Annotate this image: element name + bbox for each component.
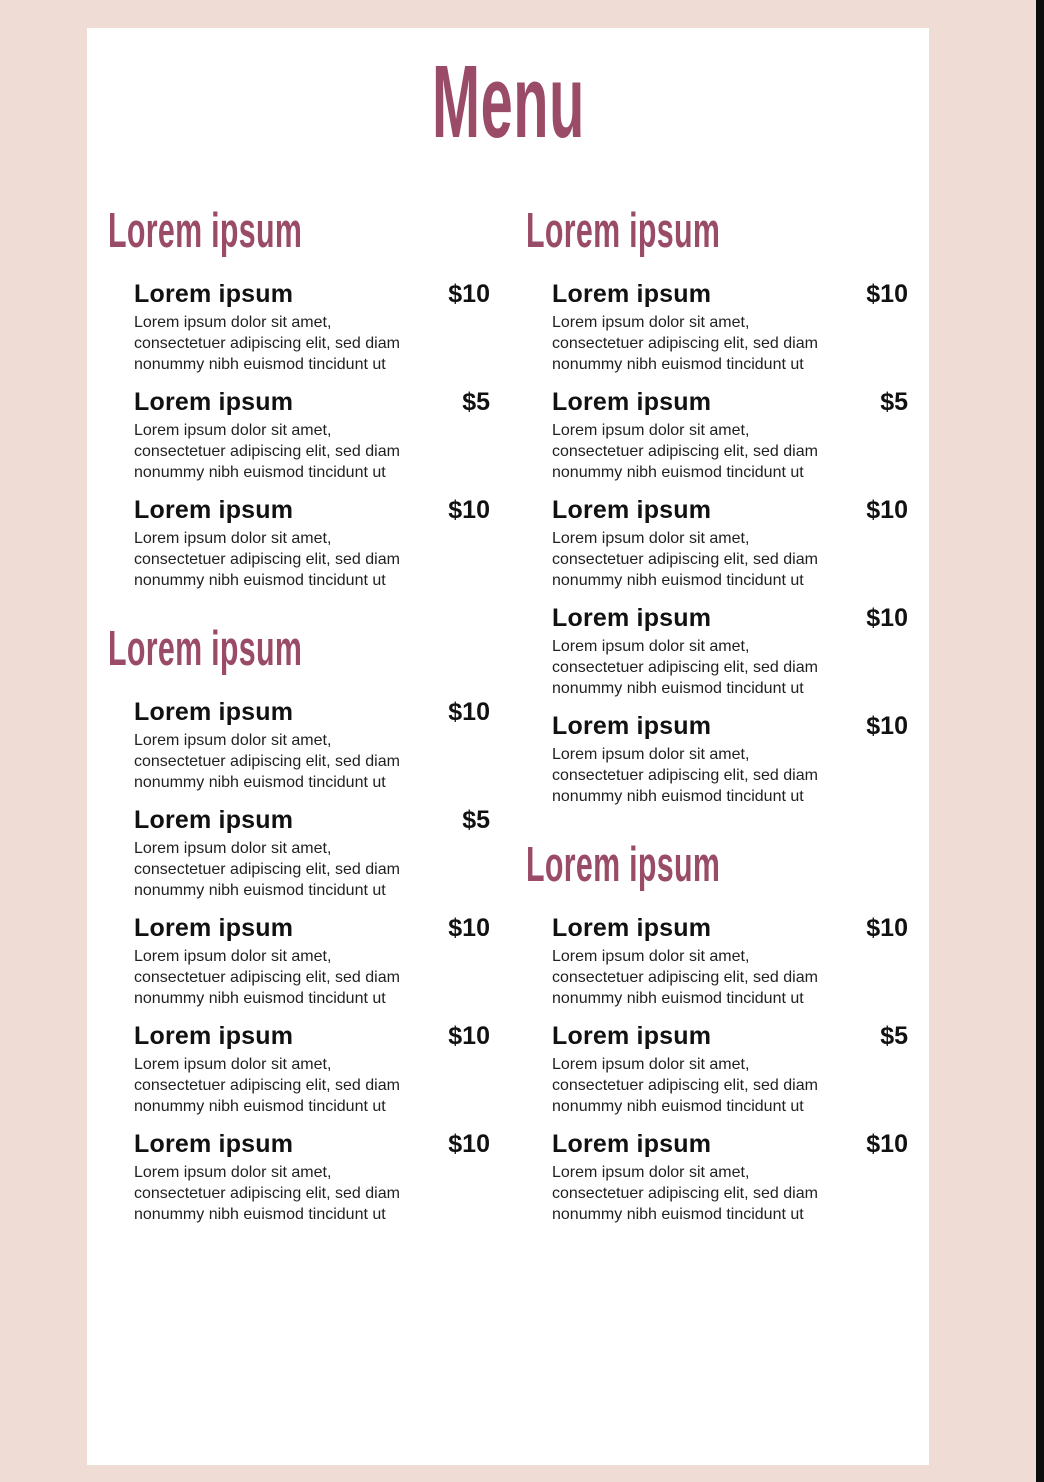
menu-item-row bbox=[134, 1129, 490, 1159]
section-heading-text: Lorem ipsum bbox=[526, 204, 721, 258]
menu-item bbox=[552, 603, 908, 699]
section-items bbox=[526, 279, 908, 807]
item-price: $5 bbox=[880, 387, 908, 416]
menu-item bbox=[552, 711, 908, 807]
item-price: $10 bbox=[448, 913, 490, 942]
menu-item-row bbox=[552, 913, 908, 943]
menu-item-row bbox=[134, 1021, 490, 1051]
menu-item bbox=[134, 805, 490, 901]
section-items bbox=[526, 913, 908, 1225]
menu-column bbox=[526, 205, 908, 1237]
item-name: Lorem ipsum bbox=[552, 387, 712, 416]
item-name: Lorem ipsum bbox=[552, 1021, 712, 1050]
menu-item-row bbox=[552, 1129, 908, 1159]
item-name: Lorem ipsum bbox=[552, 913, 712, 942]
item-name: Lorem ipsum bbox=[134, 387, 294, 416]
menu-item bbox=[552, 279, 908, 375]
menu-item-row bbox=[552, 1021, 908, 1051]
item-description: Lorem ipsum dolor sit amet, consectetuer adipiscing elit, sed diam nonummy nibh euismod tincidunt ut bbox=[134, 1055, 400, 1115]
section-items bbox=[108, 279, 490, 591]
item-description: Lorem ipsum dolor sit amet, consectetuer adipiscing elit, sed diam nonummy nibh euismod tincidunt ut bbox=[134, 731, 400, 791]
item-price: $10 bbox=[448, 279, 490, 308]
item-price: $10 bbox=[448, 697, 490, 726]
item-name: Lorem ipsum bbox=[552, 603, 712, 632]
item-name: Lorem ipsum bbox=[134, 1021, 294, 1050]
menu-item bbox=[552, 1021, 908, 1117]
item-description: Lorem ipsum dolor sit amet, consectetuer adipiscing elit, sed diam nonummy nibh euismod tincidunt ut bbox=[134, 1163, 400, 1223]
menu-item bbox=[134, 495, 490, 591]
menu-item bbox=[134, 387, 490, 483]
menu-item-row bbox=[134, 913, 490, 943]
item-price: $5 bbox=[462, 805, 490, 834]
item-price: $10 bbox=[866, 913, 908, 942]
menu-item-row bbox=[134, 805, 490, 835]
item-price: $10 bbox=[866, 1129, 908, 1158]
item-description: Lorem ipsum dolor sit amet, consectetuer adipiscing elit, sed diam nonummy nibh euismod tincidunt ut bbox=[552, 529, 818, 589]
item-price: $5 bbox=[880, 1021, 908, 1050]
item-description: Lorem ipsum dolor sit amet, consectetuer adipiscing elit, sed diam nonummy nibh euismod tincidunt ut bbox=[552, 421, 818, 481]
menu-item-row bbox=[134, 697, 490, 727]
menu-page bbox=[87, 28, 929, 1465]
item-price: $10 bbox=[866, 495, 908, 524]
item-name: Lorem ipsum bbox=[552, 495, 712, 524]
menu-section bbox=[526, 839, 908, 1225]
menu-item bbox=[134, 697, 490, 793]
menu-item-row bbox=[552, 711, 908, 741]
menu-item-row bbox=[134, 387, 490, 417]
menu-item-row bbox=[552, 495, 908, 525]
item-price: $5 bbox=[462, 387, 490, 416]
item-price: $10 bbox=[448, 1021, 490, 1050]
section-heading bbox=[526, 205, 908, 259]
menu-title bbox=[108, 44, 908, 159]
menu-section bbox=[108, 623, 490, 1225]
item-price: $10 bbox=[866, 711, 908, 740]
section-heading bbox=[108, 205, 490, 259]
item-name: Lorem ipsum bbox=[134, 495, 294, 524]
section-heading-text: Lorem ipsum bbox=[526, 837, 721, 892]
item-name: Lorem ipsum bbox=[552, 1129, 712, 1158]
menu-section bbox=[526, 205, 908, 807]
item-description: Lorem ipsum dolor sit amet, consectetuer adipiscing elit, sed diam nonummy nibh euismod tincidunt ut bbox=[552, 947, 818, 1007]
menu-columns bbox=[108, 205, 908, 1237]
menu-title-text: Menu bbox=[431, 44, 585, 159]
item-description: Lorem ipsum dolor sit amet, consectetuer adipiscing elit, sed diam nonummy nibh euismod tincidunt ut bbox=[134, 947, 400, 1007]
item-description: Lorem ipsum dolor sit amet, consectetuer adipiscing elit, sed diam nonummy nibh euismod tincidunt ut bbox=[134, 529, 400, 589]
item-name: Lorem ipsum bbox=[134, 1129, 294, 1158]
item-description: Lorem ipsum dolor sit amet, consectetuer adipiscing elit, sed diam nonummy nibh euismod tincidunt ut bbox=[552, 1163, 818, 1223]
menu-item-row bbox=[552, 387, 908, 417]
menu-item bbox=[134, 279, 490, 375]
item-description: Lorem ipsum dolor sit amet, consectetuer adipiscing elit, sed diam nonummy nibh euismod tincidunt ut bbox=[134, 313, 400, 373]
item-name: Lorem ipsum bbox=[134, 697, 294, 726]
item-description: Lorem ipsum dolor sit amet, consectetuer adipiscing elit, sed diam nonummy nibh euismod tincidunt ut bbox=[552, 1055, 818, 1115]
menu-item bbox=[552, 495, 908, 591]
menu-item bbox=[134, 1129, 490, 1225]
section-items bbox=[108, 697, 490, 1225]
item-name: Lorem ipsum bbox=[134, 805, 294, 834]
menu-item bbox=[134, 913, 490, 1009]
menu-item-row bbox=[552, 279, 908, 309]
item-name: Lorem ipsum bbox=[552, 711, 712, 740]
item-description: Lorem ipsum dolor sit amet, consectetuer adipiscing elit, sed diam nonummy nibh euismod tincidunt ut bbox=[552, 745, 818, 805]
section-heading-text: Lorem ipsum bbox=[108, 621, 303, 676]
item-name: Lorem ipsum bbox=[134, 913, 294, 942]
menu-item bbox=[552, 1129, 908, 1225]
section-heading-text: Lorem ipsum bbox=[108, 204, 303, 258]
section-heading bbox=[526, 839, 908, 893]
item-price: $10 bbox=[448, 1129, 490, 1158]
item-price: $10 bbox=[866, 279, 908, 308]
item-price: $10 bbox=[866, 603, 908, 632]
item-price: $10 bbox=[448, 495, 490, 524]
menu-item bbox=[134, 1021, 490, 1117]
item-description: Lorem ipsum dolor sit amet, consectetuer adipiscing elit, sed diam nonummy nibh euismod tincidunt ut bbox=[552, 313, 818, 373]
menu-section bbox=[108, 205, 490, 591]
item-name: Lorem ipsum bbox=[134, 279, 294, 308]
menu-item bbox=[552, 387, 908, 483]
menu-item bbox=[552, 913, 908, 1009]
menu-item-row bbox=[552, 603, 908, 633]
menu-column bbox=[108, 205, 490, 1237]
screen-edge-bar bbox=[1036, 0, 1044, 1482]
item-description: Lorem ipsum dolor sit amet, consectetuer adipiscing elit, sed diam nonummy nibh euismod tincidunt ut bbox=[134, 839, 400, 899]
item-description: Lorem ipsum dolor sit amet, consectetuer adipiscing elit, sed diam nonummy nibh euismod tincidunt ut bbox=[552, 637, 818, 697]
menu-item-row bbox=[134, 495, 490, 525]
section-heading bbox=[108, 623, 490, 677]
item-description: Lorem ipsum dolor sit amet, consectetuer adipiscing elit, sed diam nonummy nibh euismod tincidunt ut bbox=[134, 421, 400, 481]
menu-item-row bbox=[134, 279, 490, 309]
item-name: Lorem ipsum bbox=[552, 279, 712, 308]
